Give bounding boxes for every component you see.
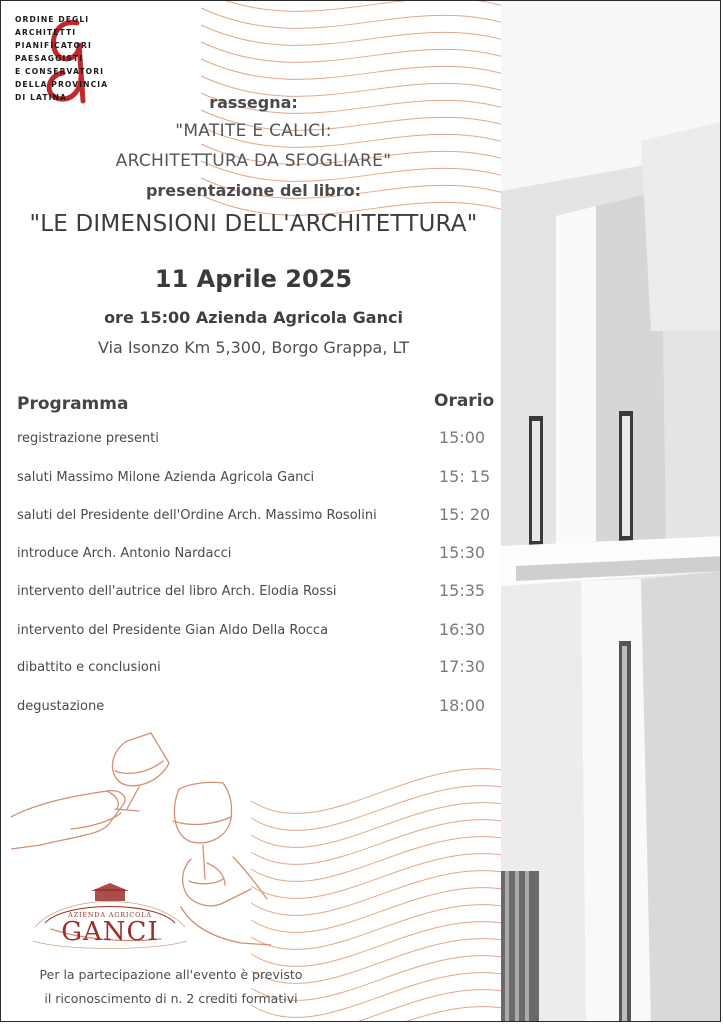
- program-activity: degustazione: [17, 699, 105, 714]
- program-row: [17, 657, 495, 680]
- ganci-name: GANCI: [61, 917, 159, 947]
- ganci-subtitle: AZIENDA AGRICOLA: [68, 911, 152, 919]
- credits-note-line1: Per la partecipazione all'evento è previsto: [39, 967, 303, 982]
- logo-line-1: ORDINE DEGLI: [15, 15, 90, 24]
- program-time: 18:00: [439, 696, 486, 715]
- program-time: 17:30: [439, 657, 486, 676]
- rassegna-label: rassegna:: [209, 93, 298, 112]
- event-address: Via Isonzo Km 5,300, Borgo Grappa, LT: [98, 338, 409, 357]
- program-time: 15:35: [439, 581, 486, 600]
- presentation-label: presentazione del libro:: [145, 181, 362, 200]
- program-row: [17, 581, 495, 604]
- time-heading: Orario: [434, 391, 495, 411]
- program-row: [17, 505, 495, 528]
- program-heading: Programma: [17, 394, 129, 414]
- program-activity: dibattito e conclusioni: [17, 660, 161, 675]
- program-time: 15: 15: [439, 467, 491, 486]
- order-logo: [15, 13, 109, 105]
- program-activity: introduce Arch. Antonio Nardacci: [17, 546, 232, 561]
- program-row: [17, 467, 495, 490]
- series-title-line1: "MATITE E CALICI:: [175, 121, 332, 141]
- logo-line-2: ARCHITETTI: [15, 28, 77, 37]
- logo-line-4: PAESAGGISTI: [15, 54, 84, 63]
- program-time: 15:00: [439, 428, 486, 447]
- logo-line-3: PIANIFICATORI: [15, 41, 92, 50]
- program-row: [17, 620, 495, 643]
- program-row: [17, 428, 495, 451]
- program-activity: registrazione presenti: [17, 431, 159, 446]
- logo-line-5: E CONSERVATORI: [15, 67, 105, 76]
- program-time: 16:30: [439, 620, 486, 639]
- program-activity: intervento del Presidente Gian Aldo Della Rocca: [17, 623, 329, 638]
- program-row: [17, 696, 495, 719]
- logo-line-7: DI LATINA: [15, 93, 68, 102]
- program-time: 15:30: [439, 543, 486, 562]
- series-title-line2: ARCHITETTURA DA SFOGLIARE": [115, 151, 392, 171]
- program-activity: saluti Massimo Milone Azienda Agricola Ganci: [17, 470, 315, 485]
- event-date: 11 Aprile 2025: [154, 265, 353, 293]
- book-title: "LE DIMENSIONI DELL'ARCHITETTURA": [29, 211, 478, 237]
- event-time-place: ore 15:00 Azienda Agricola Ganci: [104, 308, 403, 327]
- program-activity: intervento dell'autrice del libro Arch. Elodia Rossi: [17, 584, 337, 599]
- program-activity: saluti del Presidente dell'Ordine Arch. Massimo Rosolini: [17, 508, 377, 523]
- logo-line-6: DELLA PROVINCIA: [15, 80, 109, 89]
- program-row: [17, 543, 495, 566]
- credits-note-line2: il riconoscimento di n. 2 crediti formativi: [44, 991, 298, 1006]
- ganci-logo: [25, 881, 195, 951]
- architecture-photo: [501, 1, 721, 1022]
- program-time: 15: 20: [439, 505, 491, 524]
